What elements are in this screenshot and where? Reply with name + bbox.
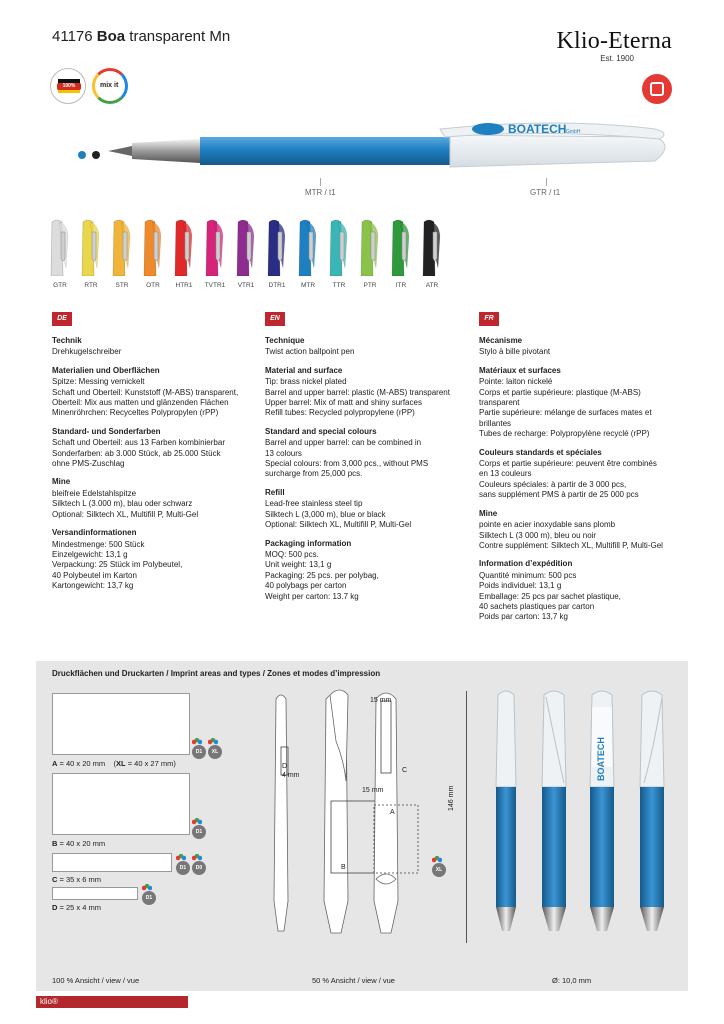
spec-heading: Refill [265,487,285,497]
variant-itr[interactable] [387,218,415,289]
spec-heading: Couleurs standards et spéciales [479,447,602,457]
variant-label: STR [115,282,129,289]
variant-pen-icon [235,218,257,276]
spec-line: Silktech L (3,000 m), blue or black [265,509,386,519]
imprint-box-d [52,887,138,900]
spec-section [265,366,465,419]
product-code: 41176 [52,28,93,45]
spec-heading: Versandinformationen [52,528,137,538]
spec-section [52,528,252,591]
imprint-label-c: C = 35 x 6 mm [52,875,101,884]
spec-heading: Information d’expédition [479,559,573,569]
imprint-box-b [52,773,190,835]
print-code-d0-c: D0 [192,861,206,875]
spec-section [479,509,679,552]
footnote-diameter: Ø: 10,0 mm [552,976,592,985]
variant-dtr1[interactable] [263,218,291,289]
variant-pen-icon [204,218,226,276]
hero-pen-image [100,115,680,185]
dim-146mm: 146 mm [448,785,455,811]
dim-15mm-top: 15 mm [370,697,392,704]
spec-line: Mindestmenge: 500 Stück [52,539,145,549]
variant-pen-icon [173,218,195,276]
spec-section [265,539,465,602]
spec-heading: Mine [479,508,498,518]
language-tag-en: EN [265,312,285,326]
imprint-panel [36,661,688,991]
spec-line: Contre supplément: Silktech XL, Multifill P, Multi-Gel [479,540,663,550]
area-label-a: A [390,809,395,816]
color-variants [46,218,466,293]
spec-line: Poids par carton: 13,7 kg [479,612,568,622]
spec-heading: Materialien und Oberflächen [52,365,160,375]
dim-line-146 [466,691,467,943]
spec-line: Silktech L (3.000 m), blau oder schwarz [52,499,193,509]
spec-section [52,366,252,419]
spec-line: Tip: brass nickel plated [265,377,347,387]
spec-line: 40 polybags per carton [265,581,347,591]
spec-line: Barrel and upper barrel: can be combined in [265,438,422,448]
spec-line: Verpackung: 25 Stück im Polybeutel, [52,560,183,570]
spec-line: sans supplément PMS à partir de 25 000 pcs [479,490,639,500]
variant-label: TVTR1 [204,282,226,289]
certificate-badge-icon [642,74,672,104]
spec-line: Tubes de recharge: Polypropylène recyclé (rPP) [479,429,650,439]
spec-line: MOQ: 500 pcs. [265,549,319,559]
mix-it-badge-icon [92,68,128,104]
product-title [52,28,230,45]
imprint-title: Druckflächen und Druckarten / Imprint areas and types / Zones et modes d’impression [52,669,381,678]
print-code-xl-diagram: XL [432,863,446,877]
imprint-box-c [52,853,172,872]
spec-line: Drehkugelschreiber [52,347,122,357]
spec-section [52,477,252,520]
color-dots [78,146,102,164]
hero-imprint-suffix: GmbH [566,129,581,135]
spec-line: Lead-free stainless steel tip [265,499,363,509]
variant-label: MTR [300,282,316,289]
variant-label: PTR [363,282,377,289]
spec-line: Couleurs spéciales: à partir de 3 000 pcs, [479,479,627,489]
spec-line: Schaft und Oberteil: Kunststoff (M-ABS) transparent, [52,387,239,397]
spec-line: Minenröhrchen: Recyceltes Polypropylen (rPP) [52,408,219,418]
imprint-box-a [52,693,190,755]
variant-ptr[interactable] [356,218,384,289]
dim-4mm: 4 mm [282,772,300,779]
spec-line: 40 Polybeutel im Karton [52,570,137,580]
column-fr [479,312,679,631]
variant-pen-icon [111,218,133,276]
variant-pen-icon [142,218,164,276]
spec-heading: Mécanisme [479,336,523,345]
spec-line: Twist action ballpoint pen [265,347,355,357]
variant-pen-icon [297,218,319,276]
footer-bar [36,996,188,1008]
spec-line: Weight per carton: 13.7 kg [265,591,359,601]
variant-otr[interactable] [139,218,167,289]
spec-line: Optional: Silktech XL, Multifill P, Multi-Gel [52,509,199,519]
footer-brand: klio® [40,997,58,1006]
brand-logo [557,28,673,63]
variant-label: RTR [84,282,98,289]
spec-line: Corps et partie supérieure: plastique (M-ABS) [479,387,641,397]
variant-label: TTR [332,282,346,289]
spec-line: Corps et partie supérieure: peuvent être combinés [479,459,657,469]
spec-heading: Technik [52,336,82,345]
language-tag-de: DE [52,312,72,326]
spec-line: Packaging: 25 pcs. per polybag, [265,570,379,580]
imprint-label-b: B = 40 x 20 mm [52,839,106,848]
variant-gtr[interactable] [46,218,74,289]
variant-label: HTR1 [175,282,193,289]
spec-section [479,366,679,440]
language-tag-fr: FR [479,312,499,326]
variant-pen-icon [266,218,288,276]
label-tick-right [546,178,547,186]
spec-line: Oberteil: Mix aus matten und glänzenden Flächen [52,398,229,408]
spec-heading: Packaging information [265,538,352,548]
area-label-c: C [402,767,408,774]
product-name: Boa [96,28,126,45]
spec-section [52,427,252,470]
column-de [52,312,252,600]
spec-line: Upper barrel: Mix of matt and shiny surfaces [265,398,422,408]
variant-pen-icon [421,218,443,276]
color-dot-blue[interactable] [78,151,86,159]
label-tick-left [320,178,321,186]
spec-line: Spitze: Messing vernickelt [52,377,145,387]
print-code-d1-a: D1 [192,745,206,759]
spec-line: pointe en acier inoxydable sans plomb [479,520,616,530]
variant-htr1[interactable] [170,218,198,289]
variant-label: VTR1 [237,282,255,289]
spec-line: Sonderfarben: ab 3.000 Stück, ab 25.000 Stück [52,448,221,458]
print-code-xl-a: XL [208,745,222,759]
area-label-b: B [341,864,346,871]
variant-pen-icon [390,218,412,276]
spec-line: brillantes [479,418,512,428]
variant-mtr[interactable] [294,218,322,289]
spec-line: Barrel and upper barrel: plastic (M-ABS) transparent [265,387,450,397]
variant-pen-icon [328,218,350,276]
spec-line: Einzelgewicht: 13,1 g [52,549,128,559]
hero-label-barrel: MTR / t1 [305,188,336,197]
variant-pen-icon [80,218,102,276]
spec-line: Refill tubes: Recycled polypropylene (rPP) [265,408,415,418]
spec-section [265,488,465,531]
spec-heading: Matériaux et surfaces [479,365,561,375]
spec-heading: Standard- und Sonderfarben [52,426,161,436]
brand-est: Est. 1900 [600,54,634,63]
made-in-germany-badge-icon [50,68,86,104]
print-code-d1-b: D1 [192,825,206,839]
spec-line: transparent [479,398,520,408]
spec-line: 40 sachets plastiques par carton [479,601,595,611]
dim-15mm-mid: 15 mm [362,787,384,794]
spec-section [479,559,679,622]
side-imprint-text: BOATECH [596,737,606,781]
brand-name: Klio-Eterna [556,28,672,54]
spec-line: Pointe: laiton nickelé [479,377,553,387]
spec-line: Partie supérieure: mélange de surfaces mates et [479,408,652,418]
mix-it-label: mix it [100,82,119,89]
spec-line: Emballage: 25 pcs par sachet plastique, [479,591,621,601]
variant-atr[interactable] [418,218,446,289]
product-suffix: transparent Mn [129,28,231,45]
hero-label-top: GTR / t1 [530,188,561,197]
spec-section [52,336,252,358]
spec-line: en 13 couleurs [479,469,532,479]
footnote-50: 50 % Ansicht / view / vue [312,976,395,985]
spec-line: Silktech L (3 000 m), bleu ou noir [479,530,597,540]
spec-line: ohne PMS-Zuschlag [52,459,125,469]
spec-section [479,336,679,358]
spec-heading: Standard and special colours [265,426,377,436]
spec-line: Optional: Silktech XL, Multifill P, Multi-Gel [265,520,412,530]
imprint-label-d: D = 25 x 4 mm [52,903,101,912]
variant-ttr[interactable] [325,218,353,289]
spec-line: Unit weight: 13,1 g [265,560,332,570]
variant-label: ITR [395,282,407,289]
spec-line: 13 colours [265,448,302,458]
spec-heading: Mine [52,477,71,487]
variant-pen-icon [359,218,381,276]
spec-line: Special colours: from 3,000 pcs., without PMS [265,459,429,469]
area-label-d: D [282,763,288,770]
spec-line: bleifreie Edelstahlspitze [52,488,137,498]
variant-pen-icon [49,218,71,276]
spec-line: Kartongewicht: 13,7 kg [52,581,134,591]
hero-imprint-text: BOATECH [508,122,567,136]
spec-line: Schaft und Oberteil: aus 13 Farben kombinierbar [52,438,225,448]
print-code-d1-d: D1 [142,891,156,905]
pen-color-views [484,687,684,947]
variant-label: OTR [146,282,160,289]
variant-label: DTR1 [268,282,286,289]
pen-outline-diagram [256,681,486,941]
spec-heading: Technique [265,336,305,345]
spec-section [265,427,465,480]
spec-line: surcharge from 25,000 pcs. [265,469,363,479]
print-code-d1-c: D1 [176,861,190,875]
column-en [265,312,465,610]
spec-section [265,336,465,358]
spec-section [479,448,679,501]
variant-label: GTR [53,282,67,289]
variant-vtr1[interactable] [232,218,260,289]
spec-heading: Material and surface [265,365,343,375]
spec-line: Poids individuel: 13,1 g [479,581,562,591]
footnote-100: 100 % Ansicht / view / vue [52,976,140,985]
imprint-label-a: A = 40 x 20 mm (XL = 40 x 27 mm) [52,759,176,768]
spec-line: Quantité minimum: 500 pcs [479,570,577,580]
variant-label: ATR [425,282,439,289]
variant-str[interactable] [108,218,136,289]
spec-line: Stylo à bille pivotant [479,347,551,357]
variant-tvtr1[interactable] [201,218,229,289]
variant-rtr[interactable] [77,218,105,289]
badge-percent: 100% [57,83,81,90]
